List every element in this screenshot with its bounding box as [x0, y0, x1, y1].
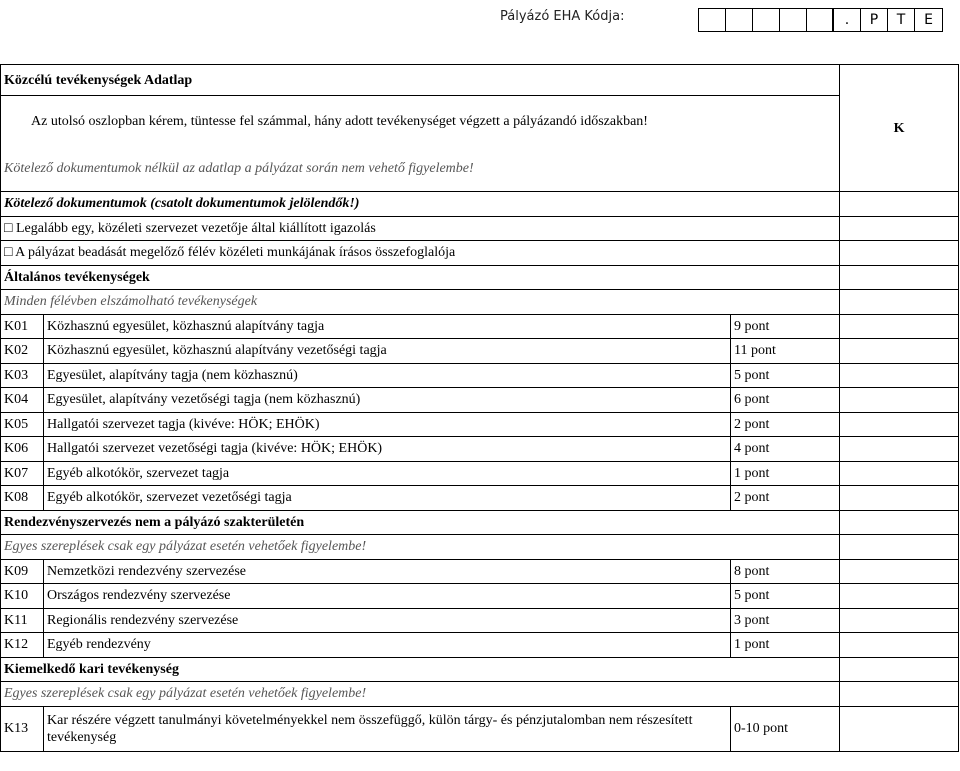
documents-heading-row: [1, 192, 959, 217]
activity-code: K04: [1, 388, 44, 413]
activity-desc: Hallgatói szervezet tagja (kivéve: HÖK; EHÖK): [44, 412, 731, 437]
activity-row: [1, 314, 959, 339]
document-item[interactable]: □ Legalább egy, közéleti szervezet vezetője által kiállított igazolás: [1, 216, 840, 241]
activity-count-cell[interactable]: [840, 706, 959, 751]
activity-row: [1, 363, 959, 388]
activity-points: 5 pont: [731, 363, 840, 388]
document-row: [1, 216, 959, 241]
eha-code-box[interactable]: [699, 9, 726, 31]
activity-code: K12: [1, 633, 44, 658]
activity-code: K07: [1, 461, 44, 486]
activity-desc: Közhasznú egyesület, közhasznú alapítvány tagja: [44, 314, 731, 339]
activity-count-cell[interactable]: [840, 412, 959, 437]
eha-code-box: E: [924, 12, 933, 28]
activity-count-cell[interactable]: [840, 437, 959, 462]
section-note: Minden félévben elszámolható tevékenységek: [1, 290, 840, 315]
activity-count-cell[interactable]: [840, 314, 959, 339]
documents-heading: Kötelező dokumentumok (csatolt dokumentumok jelölendők!): [1, 192, 840, 217]
section-title: Általános tevékenységek: [1, 265, 840, 290]
activity-row: [1, 486, 959, 511]
form-title: Közcélú tevékenységek Adatlap: [1, 65, 840, 96]
activity-row: [1, 437, 959, 462]
activity-row: [1, 461, 959, 486]
eha-code-box[interactable]: [807, 9, 834, 31]
intro-row: [1, 96, 959, 147]
form-warning: Kötelező dokumentumok nélkül az adatlap a pályázat során nem vehető figyelembe!: [1, 146, 840, 192]
eha-code-box: P: [861, 9, 888, 31]
document-count-cell[interactable]: [840, 241, 959, 266]
section-empty-cell: [840, 657, 959, 682]
section-title-row: [1, 657, 959, 682]
activity-count-cell[interactable]: [840, 559, 959, 584]
section-empty-cell: [840, 265, 959, 290]
activity-row: [1, 608, 959, 633]
activity-points: 2 pont: [731, 486, 840, 511]
activity-desc: Hallgatói szervezet vezetőségi tagja (kivéve: HÖK; EHÖK): [44, 437, 731, 462]
eha-code-box[interactable]: [780, 9, 807, 31]
activity-count-cell[interactable]: [840, 461, 959, 486]
activity-desc: Egyesület, alapítvány vezetőségi tagja (nem közhasznú): [44, 388, 731, 413]
intro-row: [1, 65, 959, 96]
activity-count-cell[interactable]: [840, 584, 959, 609]
activity-count-cell[interactable]: [840, 486, 959, 511]
activity-count-cell[interactable]: [840, 633, 959, 658]
section-empty-cell: [840, 290, 959, 315]
section-title-row: [1, 265, 959, 290]
section-note-row: [1, 290, 959, 315]
activity-count-cell[interactable]: [840, 339, 959, 364]
section-empty-cell: [840, 682, 959, 707]
eha-code-box: .: [834, 9, 861, 31]
eha-code-box: T: [888, 9, 915, 31]
intro-row: [1, 146, 959, 192]
document-count-cell[interactable]: [840, 216, 959, 241]
activity-points: 6 pont: [731, 388, 840, 413]
activity-desc: Egyéb alkotókör, szervezet tagja: [44, 461, 731, 486]
activity-code: K13: [1, 706, 44, 751]
activity-row: [1, 706, 959, 751]
section-title-row: [1, 510, 959, 535]
documents-heading-empty: [840, 192, 959, 217]
activity-count-cell[interactable]: [840, 388, 959, 413]
eha-code-label: Pályázó EHA Kódja:: [500, 9, 625, 24]
activity-desc: Regionális rendezvény szervezése: [44, 608, 731, 633]
activity-points: 2 pont: [731, 412, 840, 437]
activity-points: 1 pont: [731, 633, 840, 658]
activity-code: K08: [1, 486, 44, 511]
section-empty-cell: [840, 535, 959, 560]
activity-code: K06: [1, 437, 44, 462]
activity-code: K11: [1, 608, 44, 633]
activity-code: K03: [1, 363, 44, 388]
activity-points: 5 pont: [731, 584, 840, 609]
form-instruction: Az utolsó oszlopban kérem, tüntesse fel számmal, hány adott tevékenységet végzett a pályázandó időszakban!: [1, 96, 840, 147]
eha-code-box[interactable]: [753, 9, 780, 31]
activity-desc: Országos rendezvény szervezése: [44, 584, 731, 609]
activity-code: K10: [1, 584, 44, 609]
activity-row: [1, 633, 959, 658]
activity-row: [1, 559, 959, 584]
activity-desc: Kar részére végzett tanulmányi követelményekkel nem összefüggő, külön tárgy- és pénzjutalomban nem részesített tevékenység: [44, 706, 731, 751]
section-title: Rendezvényszervezés nem a pályázó szakterületén: [1, 510, 840, 535]
activity-points: 1 pont: [731, 461, 840, 486]
activity-count-cell[interactable]: [840, 608, 959, 633]
section-note: Egyes szereplések csak egy pályázat esetén vehetőek figyelembe!: [1, 535, 840, 560]
activity-points: 4 pont: [731, 437, 840, 462]
section-note: Egyes szereplések csak egy pályázat esetén vehetőek figyelembe!: [1, 682, 840, 707]
activity-code: K05: [1, 412, 44, 437]
section-title: Kiemelkedő kari tevékenység: [1, 657, 840, 682]
section-note-row: [1, 682, 959, 707]
activity-points: 9 pont: [731, 314, 840, 339]
activity-points: 0-10 pont: [731, 706, 840, 751]
activity-points: 3 pont: [731, 608, 840, 633]
activity-points: 11 pont: [731, 339, 840, 364]
document-item[interactable]: □ A pályázat beadását megelőző félév közéleti munkájának írásos összefoglalója: [1, 241, 840, 266]
activity-count-cell[interactable]: [840, 363, 959, 388]
activity-row: [1, 584, 959, 609]
activity-code: K09: [1, 559, 44, 584]
eha-code-boxes: [698, 8, 943, 32]
activity-desc: Egyéb alkotókör, szervezet vezetőségi tagja: [44, 486, 731, 511]
activity-row: [1, 388, 959, 413]
activity-desc: Nemzetközi rendezvény szervezése: [44, 559, 731, 584]
section-note-row: [1, 535, 959, 560]
activity-code: K01: [1, 314, 44, 339]
form-letter: K: [840, 65, 959, 192]
activity-row: [1, 339, 959, 364]
document-row: [1, 241, 959, 266]
activity-row: [1, 412, 959, 437]
activity-desc: Egyéb rendezvény: [44, 633, 731, 658]
eha-code-box[interactable]: [726, 9, 753, 31]
activity-points: 8 pont: [731, 559, 840, 584]
eha-code-header: [0, 0, 960, 62]
section-empty-cell: [840, 510, 959, 535]
activity-desc: Közhasznú egyesület, közhasznú alapítvány vezetőségi tagja: [44, 339, 731, 364]
activity-desc: Egyesület, alapítvány tagja (nem közhasznú): [44, 363, 731, 388]
activity-code: K02: [1, 339, 44, 364]
activity-form-table: [0, 64, 959, 752]
